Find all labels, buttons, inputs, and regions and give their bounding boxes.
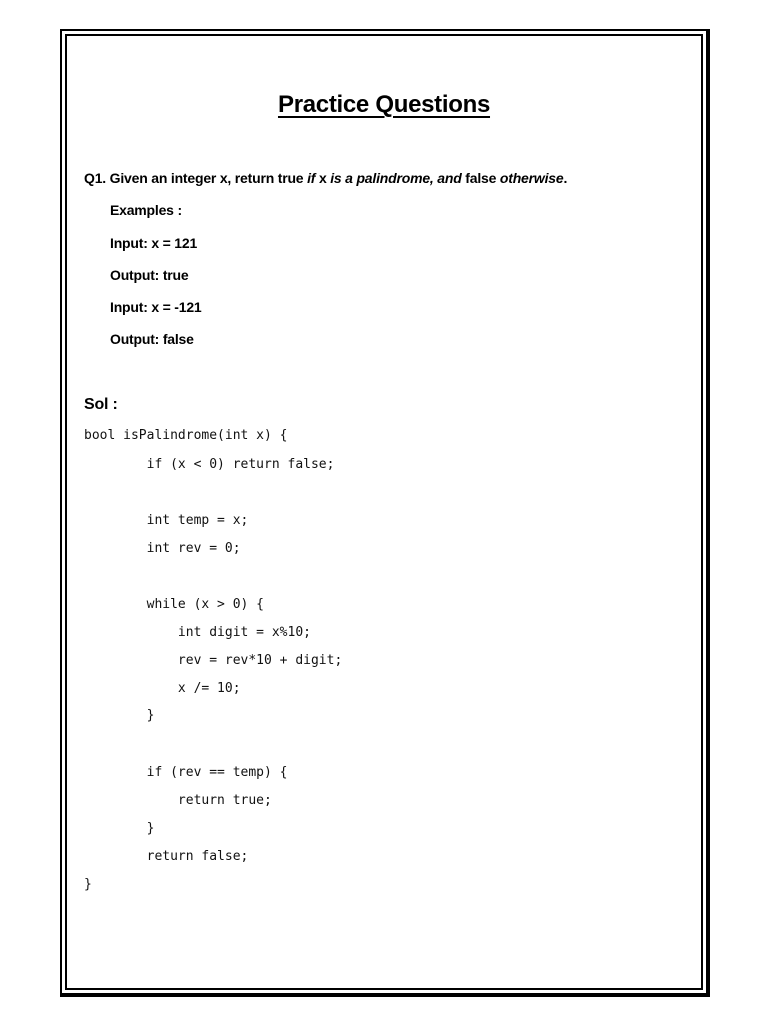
example-output-2: Output: false <box>110 331 194 347</box>
code-line: return true; <box>84 793 272 808</box>
examples-heading: Examples : <box>110 202 182 218</box>
solution-label: Sol : <box>84 396 118 413</box>
code-line: if (rev == temp) { <box>84 765 288 780</box>
code-line: rev = rev*10 + digit; <box>84 653 343 668</box>
code-line: while (x > 0) { <box>84 597 265 612</box>
code-line: int temp = x; <box>84 513 249 528</box>
page-title: Practice Questions <box>277 91 491 118</box>
example-input-2: Input: x = -121 <box>110 299 202 315</box>
code-line: x /= 10; <box>84 681 241 696</box>
example-input-1: Input: x = 121 <box>110 235 198 251</box>
code-line: bool isPalindrome(int x) { <box>84 428 288 443</box>
question-text: Q1. Given an integer x, return true if x is a palindrome, and false otherwise. <box>84 170 568 186</box>
code-line: if (x < 0) return false; <box>84 457 335 472</box>
code-line: int digit = x%10; <box>84 625 311 640</box>
example-output-1: Output: true <box>110 267 189 283</box>
code-line: int rev = 0; <box>84 541 241 556</box>
code-line: } <box>84 877 92 892</box>
code-line: } <box>84 821 155 836</box>
code-line: } <box>84 708 155 723</box>
code-line: return false; <box>84 849 249 864</box>
